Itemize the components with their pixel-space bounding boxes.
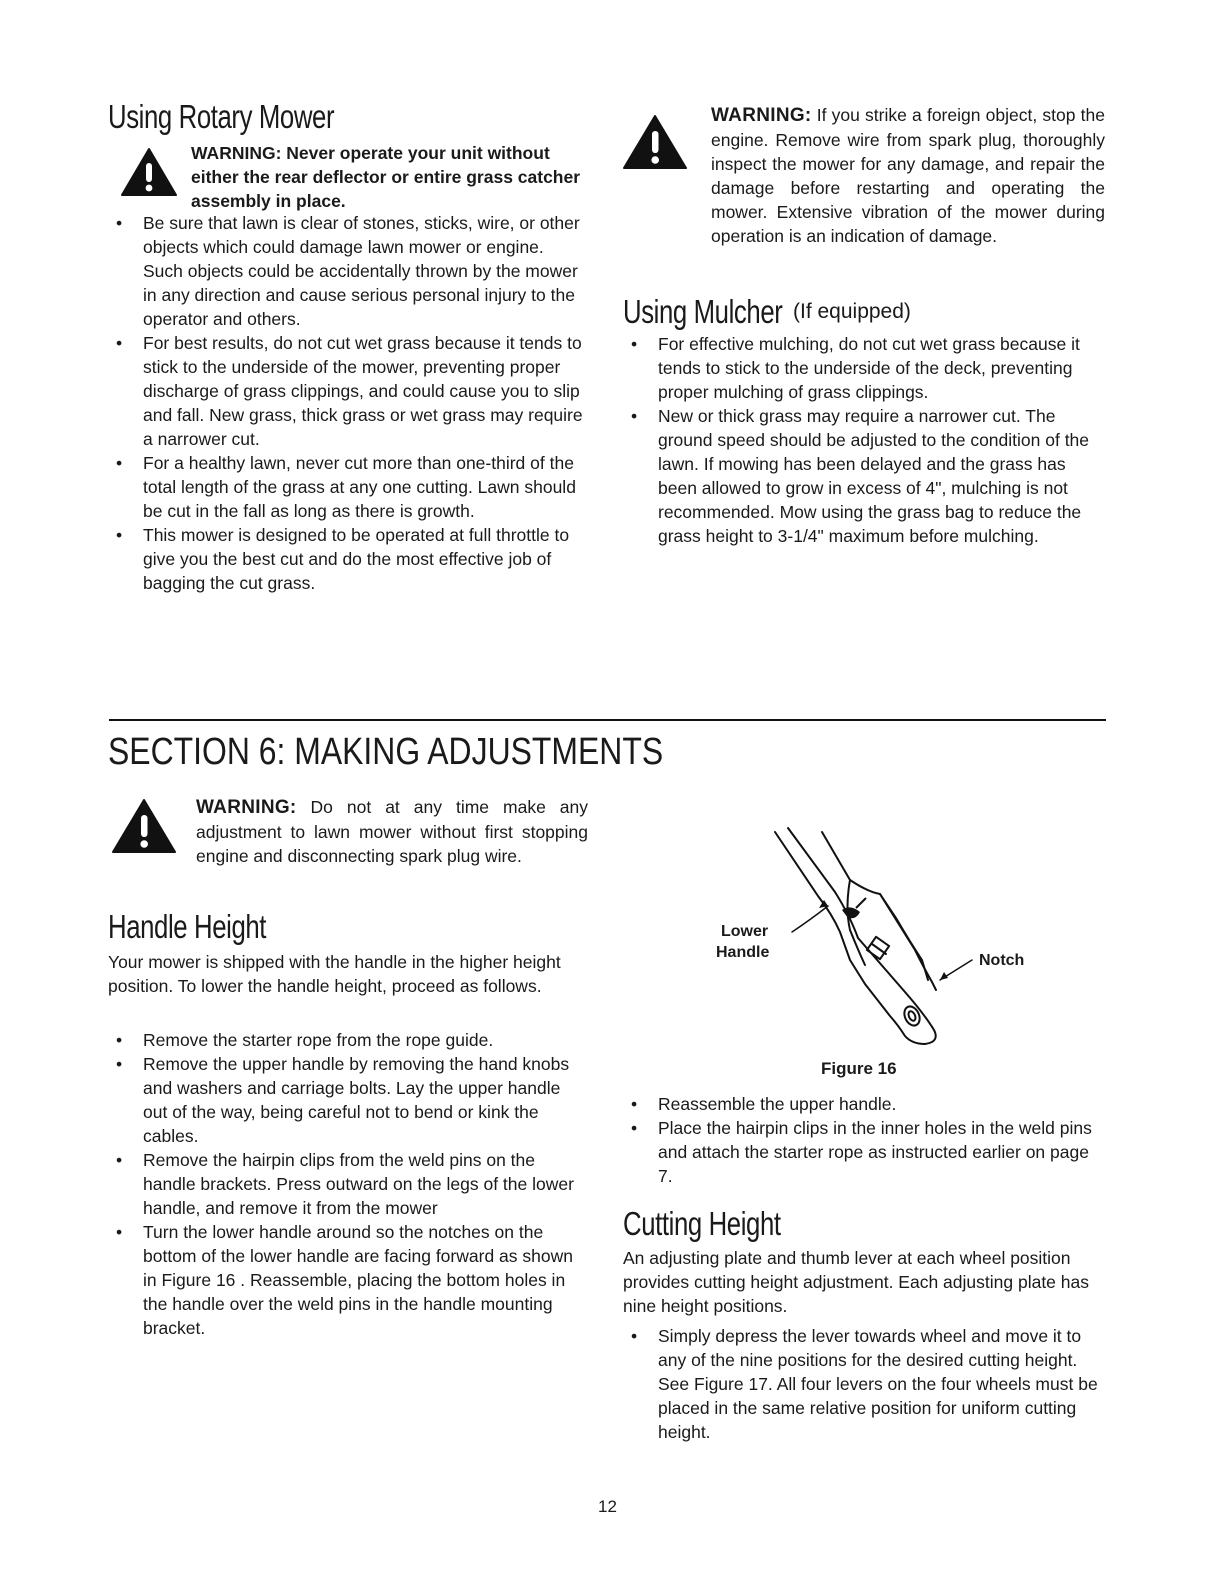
section-warning bbox=[196, 795, 588, 868]
list-item: • Remove the hairpin clips from the weld pins on the handle brackets. Press outward on the legs of the lower handle, and remove it from the mower bbox=[116, 1150, 574, 1218]
handle-bullet-text: Remove the hairpin clips from the weld pins on the handle brackets. Press outward on the legs of the lower handle, and remove it from the mower bbox=[143, 1150, 574, 1218]
warning-text: Do not at any time make any adjustment to lawn mower without first stopping engine and disconnecting spark plug wire. bbox=[196, 797, 588, 866]
list-item: • Simply depress the lever towards wheel and move it to any of the nine positions for the desired cutting height. See Figure 17. All four levers on the four wheels must be placed in the same relative position for uniform cutting height. bbox=[631, 1326, 1098, 1442]
rotary-bullet-text: For best results, do not cut wet grass because it tends to stick to the underside of the mower, preventing proper discharge of grass clippings, and could cause you to slip and fall. New grass, thick grass or wet grass may require a narrower cut. bbox=[143, 333, 583, 449]
warning-triangle-icon bbox=[622, 114, 688, 170]
list-item: • Be sure that lawn is clear of stones, sticks, wire, or other objects which could damage lawn mower or engine. Such objects could be accidentally thrown by the mower in any direction and cause serious personal injury to the operator and others. bbox=[116, 213, 580, 329]
figure-label-lower: Lower bbox=[721, 923, 769, 940]
warning-triangle-icon bbox=[120, 147, 178, 197]
warning-label: WARNING: bbox=[711, 105, 812, 126]
handle-bullet-text: Remove the starter rope from the rope guide. bbox=[143, 1030, 494, 1050]
cutting-heading: Cutting Height bbox=[623, 1205, 781, 1242]
mulcher-heading-note: (If equipped) bbox=[793, 300, 911, 323]
mulcher-bullet-list bbox=[623, 332, 1105, 548]
rotary-bullet-list bbox=[108, 211, 588, 595]
figure-label-handle: Handle bbox=[716, 944, 770, 961]
warning-text: If you strike a foreign object, stop the engine. Remove wire from spark plug, thoroughly inspect the mower for any damage, and repair the damage before restarting and operating the mower. Extensive vibration of the mower during operation is an indication of damage. bbox=[711, 105, 1105, 246]
mulcher-bullet-text: For effective mulching, do not cut wet grass because it tends to stick to the underside of the deck, preventing proper mulching of grass clippings. bbox=[658, 334, 1080, 402]
cutting-intro: An adjusting plate and thumb lever at each wheel position provides cutting height adjustment. Each adjusting plate has nine height positions. bbox=[623, 1248, 1089, 1316]
handle-heading: Handle Height bbox=[108, 908, 267, 945]
mulcher-heading: Using Mulcher bbox=[623, 293, 783, 330]
list-item: • Reassemble the upper handle. bbox=[631, 1094, 897, 1114]
figure-label-notch: Notch bbox=[979, 952, 1025, 969]
foreign-object-warning bbox=[711, 103, 1105, 248]
list-item: • Turn the lower handle around so the notches on the bottom of the lower handle are facing forward as shown in Figure 16 . Reassemble, placing the bottom holes in the handle over the weld pins in the handle mounting bracket. bbox=[116, 1222, 573, 1338]
list-item: • Remove the upper handle by removing the hand knobs and washers and carriage bolts. Lay the upper handle out of the way, being careful not to bend or kink the cables. bbox=[116, 1054, 570, 1146]
rotary-bullet-text: For a healthy lawn, never cut more than one-third of the total length of the grass at any one cutting. Lawn should be cut in the fall as long as there is growth. bbox=[143, 453, 576, 521]
figure-16-caption: Figure 16 bbox=[821, 1059, 897, 1078]
handle-bullet-list bbox=[108, 1028, 588, 1340]
list-item: • This mower is designed to be operated at full throttle to give you the best cut and do the most effective job of bagging the cut grass. bbox=[116, 525, 570, 593]
handle-intro: Your mower is shipped with the handle in the higher height position. To lower the handle height, proceed as follows. bbox=[108, 952, 561, 996]
list-item: • New or thick grass may require a narrower cut. The ground speed should be adjusted to the condition of the lawn. If mowing has been delayed and the grass has been allowed to grow in excess of 4", mulching is not recommended. Mow using the grass bag to reduce the grass height to 3-1/4" maximum before mulching. bbox=[631, 406, 1090, 546]
section-divider bbox=[109, 719, 1106, 721]
list-item: • Place the hairpin clips in the inner holes in the weld pins and attach the starter rope as instructed earlier on page 7. bbox=[631, 1118, 1092, 1186]
rotary-heading: Using Rotary Mower bbox=[108, 98, 335, 135]
reassemble-bullet-text: Place the hairpin clips in the inner holes in the weld pins and attach the starter rope as instructed earlier on page 7. bbox=[658, 1118, 1092, 1186]
cutting-bullet-text: Simply depress the lever towards wheel and move it to any of the nine positions for the desired cutting height. See Figure 17. All four levers on the four wheels must be placed in the same relative position for uniform cutting height. bbox=[658, 1326, 1098, 1442]
list-item: • For a healthy lawn, never cut more than one-third of the total length of the grass at any one cutting. Lawn should be cut in the fall as long as there is growth. bbox=[116, 453, 576, 521]
warning-triangle-icon bbox=[111, 798, 177, 854]
cutting-bullet-list bbox=[623, 1324, 1105, 1444]
mulcher-bullet-text: New or thick grass may require a narrower cut. The ground speed should be adjusted to the condition of the lawn. If mowing has been delayed and the grass has been allowed to grow in excess of 4", mulching is not recommended. Mow using the grass bag to reduce the grass height to 3-1/4" maximum before mulching. bbox=[658, 406, 1090, 546]
list-item: • For best results, do not cut wet grass because it tends to stick to the underside of the mower, preventing proper discharge of grass clippings, and could cause you to slip and fall. New grass, thick grass or wet grass may require a narrower cut. bbox=[116, 333, 583, 449]
handle-bullet-text: Turn the lower handle around so the notches on the bottom of the lower handle are facing forward as shown in Figure 16 . Reassemble, placing the bottom holes in the handle over the weld pins in the handle mounting bracket. bbox=[143, 1222, 573, 1338]
reassemble-bullet-list bbox=[623, 1092, 1105, 1188]
rotary-warning: WARNING: Never operate your unit without either the rear deflector or entire grass catcher assembly in place. bbox=[191, 143, 581, 211]
handle-bullet-text: Remove the upper handle by removing the hand knobs and washers and carriage bolts. Lay the upper handle out of the way, being careful not to bend or kink the cables. bbox=[143, 1054, 570, 1146]
list-item: • Remove the starter rope from the rope guide. bbox=[116, 1030, 494, 1050]
reassemble-bullet-text: Reassemble the upper handle. bbox=[658, 1094, 897, 1114]
warning-label: WARNING: bbox=[196, 797, 297, 818]
rotary-bullet-text: Be sure that lawn is clear of stones, sticks, wire, or other objects which could damage lawn mower or engine. Such objects could be accidentally thrown by the mower in any direction and cause serious personal injury to the operator and others. bbox=[143, 213, 580, 329]
rotary-bullet-text: This mower is designed to be operated at full throttle to give you the best cut and do the most effective job of bagging the cut grass. bbox=[143, 525, 570, 593]
page-number: 12 bbox=[598, 1497, 617, 1516]
section-title: SECTION 6: MAKING ADJUSTMENTS bbox=[108, 731, 664, 773]
list-item: • For effective mulching, do not cut wet grass because it tends to stick to the underside of the deck, preventing proper mulching of grass clippings. bbox=[631, 334, 1080, 402]
